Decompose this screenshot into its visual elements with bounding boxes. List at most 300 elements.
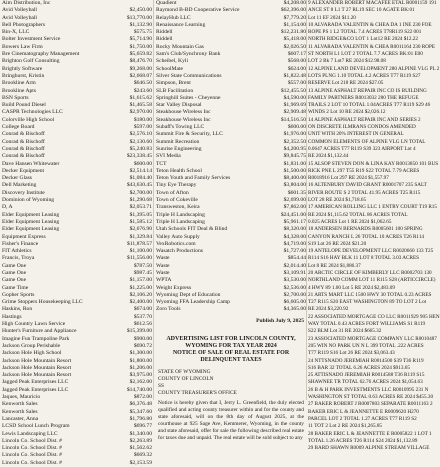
- notice-title-line: DELINQUENT TAXES: [200, 357, 262, 364]
- vendor-name: Discovery Institute: [2, 189, 45, 196]
- payment-amount: $14,740.00: [126, 386, 152, 393]
- vendor-row: [2, 139, 152, 146]
- payment-amount: $3,975.00: [129, 372, 152, 379]
- delinquent-tax-list-column: [308, 0, 440, 452]
- tax-listing-line: 23 ASSOCIATED MORTGAGE COMPANY LLC R0010487: [308, 335, 437, 342]
- vendor-row: [2, 204, 152, 211]
- payment-amount: $1,154.00: [283, 21, 306, 28]
- tax-listing-line: 29 BARD SHAWN R0009 ALPINE STREAM VILLAGE: [308, 445, 430, 452]
- vendor-name: Wasatch Productions: [156, 248, 203, 255]
- vendor-name: Tiny Eye Therapy: [156, 182, 197, 189]
- vendor-row: [156, 204, 306, 211]
- tax-listing-line: 19 ANTELOPE DEVELOPMENT LLC R0020660 133 T25: [308, 248, 434, 255]
- tax-listing-line: 28 BAKER ERIC L & JEANNETTE E R0005822 1 LOT 1: [308, 430, 432, 437]
- vendor-name: D, A: [2, 204, 13, 211]
- tax-listing-line: UNIT WITH 20% INTEREST IN GENERAL: [308, 131, 404, 138]
- payment-amount: $696.77: [133, 423, 152, 430]
- tax-listing-line: S16 BAR 32 TOTAL 6.26 ACRES 2024 $913.65: [308, 364, 410, 371]
- payment-amount: $690.72: [133, 342, 152, 349]
- payment-amount: $2,053.71: [129, 204, 152, 211]
- vendor-name: Build Pound Diesel: [2, 102, 46, 109]
- vendor-name: Lincoln Co. School Dist. #: [2, 452, 62, 459]
- vendor-name: Bolter Investment Service: [2, 36, 61, 43]
- vendor-name: Valley Auto Supply: [156, 233, 200, 240]
- column-divider: [153, 0, 154, 400]
- vendor-row: [2, 88, 152, 95]
- vendor-name: Silver State Communications: [156, 72, 222, 79]
- vendor-row: [2, 387, 152, 394]
- vendor-name: Steakhouse Wireless Inc: [156, 116, 211, 123]
- vendor-row: [2, 7, 152, 14]
- vendor-name: Hunter's Furniture and Appliance: [2, 328, 77, 335]
- payment-amount: $5,714.90: [129, 36, 152, 43]
- payment-amount: $2,450.00: [129, 7, 152, 14]
- vendor-name: Francis, Troya: [2, 255, 35, 262]
- vendor-name: Lancaster, Anna: [2, 415, 39, 422]
- payment-amount: $2,514.14: [129, 167, 152, 174]
- tax-listing-line: 13 ALPINE ASPHALT REPAIR INC CO IS BUILDING: [308, 87, 427, 94]
- vendor-name: Game Time: [2, 284, 29, 291]
- tax-listing-line: LOTS PLNG 1.10 TOTAL 4.2 ACRES T77 R119 S27: [308, 72, 421, 79]
- tax-listing-line: TOTAL 1.26 ACRES T26 R114 S24 2024 $1,132.89: [308, 437, 418, 444]
- payment-amount: $4,200.95: [283, 145, 306, 152]
- payment-amount: $3,804.00: [283, 182, 306, 189]
- vendor-row: [2, 285, 152, 292]
- vendor-name: Scheibel, Kyli: [156, 58, 189, 65]
- payment-amount: $612.56: [133, 321, 152, 328]
- vendor-row: [2, 314, 152, 321]
- payment-amount: $43,630.45: [126, 182, 152, 189]
- payment-amount: $2,700.00: [283, 291, 306, 298]
- vendor-name: Jackson Hole Mountain Resort: [2, 357, 72, 364]
- vendor-name: Brookline Apts: [2, 87, 37, 94]
- tax-listing-line: 16 ALTENBURY DAVID GRANT R0001707 235 SALT: [308, 182, 427, 189]
- vendor-row: [2, 409, 152, 416]
- vendor-name: Jackson Group Perishable: [2, 342, 61, 349]
- vendor-name: Lincoln Co. School Dist. #: [2, 459, 62, 466]
- notice-ss: SS: [158, 382, 164, 389]
- tax-listing-line: RE 2024 $1,115.62 TOTAL 86 ACRES TOTAL: [308, 211, 408, 218]
- payment-amount: $601.35: [287, 189, 306, 196]
- vendor-name: Star Valley Disposal: [156, 102, 202, 109]
- vendor-row: [2, 423, 152, 430]
- payment-amount: $15,399.00: [126, 328, 152, 335]
- vendor-row: [2, 234, 152, 241]
- vendor-name: Summit Recreation: [156, 138, 200, 145]
- payment-amount: $872.00: [133, 394, 152, 401]
- payment-amount: $2,026.50: [283, 43, 306, 50]
- payment-amount: $557.00: [287, 80, 306, 87]
- tax-listing-line: 24 NTTSNADO JEREMIAH R0014500 S39 T36 R119: [308, 357, 424, 364]
- vendor-row: [156, 161, 306, 168]
- vendor-name: Jagged Peak Enterprises LLC: [2, 379, 69, 386]
- vendor-name: RelayHub LLC: [156, 14, 191, 21]
- tax-listing-line: WAY TOTAL 0.43 ACRES FORT WILLIAMS S1 R119: [308, 321, 426, 328]
- vendor-row: [2, 58, 152, 65]
- payment-amount: $4,590.00: [283, 94, 306, 101]
- vendor-name: Teton Health School: [156, 167, 202, 174]
- payment-amount: $1,084.40: [129, 175, 152, 182]
- payment-amount: $180.00: [133, 116, 152, 123]
- vendor-name: Game One: [2, 277, 27, 284]
- tax-listing-line: 21 ARTS MART LLC 1500 HWY 30 TOTAL 0.23 ACRES: [308, 291, 432, 298]
- tax-listing-line: BAKER ERIC L & JEANNETTE E R0009620 H270: [308, 408, 419, 415]
- payment-amount: $9,845.75: [283, 153, 306, 160]
- tax-listing-line: 25 ATTISNADO JEREMIAH R0014588 T36 R119 S15: [308, 372, 425, 379]
- tax-listing-line: 27 BAKER ROBERT J R0007803 SEPARATE R0011163 2: [308, 401, 433, 408]
- vendor-name: Simpson, Brent: [156, 80, 191, 87]
- tax-listing-line: 18 ANDERSEN BERNARDS R0005601 100 SPRING: [308, 226, 423, 233]
- publish-date: Publish July 9, 2025: [256, 317, 304, 324]
- vendor-row: [156, 182, 306, 189]
- tax-sale-notice: [156, 336, 306, 442]
- payment-amount: $2,153.59: [129, 459, 152, 466]
- vendor-name: High Country Lawn Service: [2, 321, 66, 328]
- vendor-name: Zoro Tools: [156, 306, 181, 313]
- payment-amount: $575.75: [133, 29, 152, 36]
- vendor-row: [156, 7, 306, 14]
- tax-listing-line: T77 R119 S16 Lot 26 RE 2024 $3,063.43: [308, 350, 395, 357]
- vendor-row: [156, 285, 306, 292]
- vendor-row: [2, 438, 152, 445]
- vendor-row: [2, 452, 152, 459]
- payment-amount: $597.00: [133, 124, 152, 131]
- vendor-name: Riddell: [156, 36, 173, 43]
- tax-listing-line: RICK PNE L 297 T55 R19 S22 TOTAL 7.79 ACRES: [308, 167, 420, 174]
- tax-listing-line: 20 ARCTIC CIRCLE OF KIMBERLY LLC R0002703 130: [308, 269, 432, 276]
- vendor-row: [2, 226, 152, 233]
- tax-listing-line: 0.025 ACRES Lot 1 RE 2024 $1,062.65: [308, 218, 392, 225]
- tax-listing-line: ON DISCRETE ILMRANS CONDOS AMENDED: [308, 124, 416, 131]
- tax-listing-line: RE 2024 $1,132.44: [308, 153, 349, 160]
- vendor-name: Fisher's Finance: [2, 240, 39, 247]
- payment-amount: $2,576.10: [129, 131, 152, 138]
- vendor-row: [2, 131, 152, 138]
- payment-amount: $2,162.00: [129, 379, 152, 386]
- vendor-name: Triple H Landscaping: [156, 218, 205, 225]
- payment-amount: $2,263.89: [129, 437, 152, 444]
- vendor-row: [2, 153, 152, 160]
- vendor-name: Jaques, Mauricio: [2, 394, 41, 401]
- vendor-row: [2, 328, 152, 335]
- vendor-name: Sunrise Engineering: [156, 145, 202, 152]
- vendor-row: [2, 306, 152, 313]
- vendor-name: Hastings: [2, 313, 22, 320]
- vendor-name: Raymond B-BD Cooperative Service: [156, 7, 240, 14]
- notice-title-line: ADVERTISING LIST FOR LINCOLN COUNTY,: [166, 335, 296, 342]
- vendor-name: WPTA: [156, 277, 172, 284]
- tax-listing-line: 14 ALPINE ASPHALT REPAIR INC AND SERIES 2: [308, 116, 421, 123]
- payment-amount: $1,800.00: [129, 357, 152, 364]
- tax-listing-line: Lot 8 RE 2024 $1,886.37: [308, 262, 361, 269]
- vendor-name: Grime Stoppers Housekeeping LLC: [2, 299, 83, 306]
- tax-listing-line: PARCEL LOT 2 TOTAL 1.27 ACRES T77 R119 S2: [308, 415, 417, 422]
- vendor-name: Rocky Mountain Gas: [156, 43, 204, 50]
- vendor-row: [2, 263, 152, 270]
- tax-listing-line: S22 BLM Lot 31 RE 2024 $665.32: [308, 328, 382, 335]
- payment-amount: $2,106.20: [129, 291, 152, 298]
- payment-amount: $2,676.90: [129, 226, 152, 233]
- payment-amount: $5,240.83: [129, 145, 152, 152]
- vendor-row: [2, 350, 152, 357]
- vendor-name: Brighton Golf Consulting: [2, 58, 60, 65]
- vendor-row: [156, 51, 306, 58]
- payment-amount: $1,300.00: [129, 350, 152, 357]
- vendor-row: [2, 117, 152, 124]
- vendor-name: Triple H Landscaping: [156, 211, 205, 218]
- vendor-name: Bre Cinematography Management: [2, 51, 80, 58]
- payment-amount: $600.00: [287, 124, 306, 131]
- payment-amount: $568.00: [287, 58, 306, 65]
- vendor-row: [156, 306, 306, 313]
- vendor-row: [2, 336, 152, 343]
- vendor-row: [2, 255, 152, 262]
- payment-amount: $1,750.00: [129, 43, 152, 50]
- payment-amount: $23,338.45: [126, 153, 152, 160]
- vendor-name: Equipment Express: [2, 233, 46, 240]
- payment-amount: $900.00: [133, 335, 152, 342]
- vendor-name: SchoolMate: [156, 65, 184, 72]
- payment-amount: $5,659.82: [129, 51, 152, 58]
- payment-amount: $624.00: [287, 65, 306, 72]
- vendor-name: Teton Youth and Family Services: [156, 175, 231, 182]
- vendor-name: Kenworth Sales: [2, 401, 38, 408]
- vendor-row: [2, 44, 152, 51]
- vendor-name: LCSD School Lunch Program: [2, 423, 70, 430]
- vendor-name: Aim Distribution, Inc: [2, 0, 51, 6]
- payment-amount: $607.17: [287, 51, 306, 58]
- notice-office: COUNTY TREASURER'S OFFICE: [158, 389, 237, 396]
- vendor-name: Summit Fire & Security, LLC: [156, 131, 223, 138]
- vendor-name: Lewis Landscaping LLC: [2, 430, 58, 437]
- vendor-name: Town of Cokeville: [156, 197, 198, 204]
- vendor-row: [156, 263, 306, 270]
- vendor-row: [156, 36, 306, 43]
- payment-amount: $11,878.57: [127, 240, 152, 247]
- payment-amount: $9,268.00: [129, 65, 152, 72]
- tax-listing-line: FAMILY PARTNERS R0013032 280 THE REFUGE: [308, 94, 419, 101]
- vendor-row: [2, 15, 152, 22]
- tax-listing-line: 0.0647 ACRES T77 R119 S39 323 AIRPORT Lot 4: [308, 145, 416, 152]
- tax-listing-line: ROPE PS 1 L2 TOTAL 7.4 ACRES T78R119 S22 001: [308, 29, 422, 36]
- tax-listing-line: S19 Lot 26 RE 2024 $21.20: [308, 240, 367, 247]
- tax-listing-line: RE 2024 $3,220.92: [308, 306, 349, 313]
- payment-amount: $1,340.00: [129, 430, 152, 437]
- payment-amount: $2,909.48: [283, 109, 306, 116]
- vendor-list-column-1: [2, 0, 152, 466]
- vendor-name: Decker Glass: [2, 175, 32, 182]
- vendor-name: Weight Express: [156, 284, 192, 291]
- payment-amount: $24,451.00: [280, 211, 306, 218]
- vendor-row: [2, 22, 152, 29]
- vendor-name: Wyoming FFA Leadership Camp: [156, 299, 230, 306]
- vendor-name: Town of Afton: [156, 189, 189, 196]
- tax-listing-line: NORTH RIDGE&CO LOT 1 Lot12 RE 2024 $12.22: [308, 36, 418, 43]
- vendor-name: BSN Sports: [2, 94, 29, 101]
- tax-listing-line: 10 ALVARADA VALENTIN & CHEA DA 1 INE 230 FOE: [308, 21, 432, 28]
- payment-amount: $62,396.00: [280, 7, 306, 14]
- vendor-name: Transweston, Keira: [156, 204, 200, 211]
- payment-amount: $1,615.62: [129, 94, 152, 101]
- payment-amount: $4,719.00: [283, 240, 306, 247]
- payment-amount: $6,376.48: [129, 401, 152, 408]
- vendor-row: [156, 88, 306, 95]
- tax-listing-line: 15 ALSOP STEVEN DON & LINA KAY R0013850 101 BUS: [308, 160, 439, 167]
- vendor-row: [2, 212, 152, 219]
- payment-amount: $12,455.50: [280, 87, 306, 94]
- payment-amount: $1,822.48: [283, 72, 306, 79]
- vendor-name: Colorville High School: [2, 116, 55, 123]
- payment-amount: $1,290.68: [129, 197, 152, 204]
- payment-amount: $1,831.00: [283, 160, 306, 167]
- vendor-name: Springhill Suites - Cheyenne: [156, 94, 221, 101]
- tax-listing-line: WINDS 2 Lot 10 RE 2024 $2,026.12: [308, 109, 386, 116]
- vendor-row: [2, 277, 152, 284]
- payment-amount: $8,476.70: [129, 58, 152, 65]
- payment-amount: $3,530.00: [283, 277, 306, 284]
- tax-listing-line: 4 HWY 89 1.00 Lot 5 RE 2024 $2,483.09: [308, 284, 395, 291]
- vendor-name: Imagine Fun Trampoline Park: [2, 335, 70, 342]
- vendor-row: [156, 73, 306, 80]
- tax-listing-line: R114 S16 HAY BLK 11 LOT 8 TOTAL 3.03 ACRES: [308, 255, 420, 262]
- vendor-name: Sam's Club/Synchrony Bank: [156, 51, 221, 58]
- payment-amount: $8,400.00: [283, 175, 306, 182]
- payment-amount: $1,157.00: [129, 277, 152, 284]
- vendor-row: [156, 80, 306, 87]
- payment-amount: $1,100.00: [129, 248, 152, 255]
- notice-state: STATE OF WYOMING: [158, 368, 211, 375]
- vendor-row: [156, 248, 306, 255]
- payment-amount: $1,969.69: [283, 102, 306, 109]
- vendor-name: Game One: [2, 262, 27, 269]
- payment-amount: $14,516.50: [280, 116, 306, 123]
- vendor-row: [156, 131, 306, 138]
- payment-amount: $2,014.40: [283, 262, 306, 269]
- vendor-name: Steakhouse Wireless Inc: [156, 109, 211, 116]
- payment-amount: $2,700.00: [129, 189, 152, 196]
- payment-amount: $7,779.20: [283, 14, 306, 21]
- vendor-row: [156, 15, 306, 22]
- vendor-row: [2, 460, 152, 467]
- tax-listing-line: TRAILS 2 LOT 10 TOTAL 1.04ACRES T77 R119 S29 46: [308, 102, 431, 109]
- payment-amount: $2,130.60: [129, 138, 152, 145]
- vendor-row: [156, 66, 306, 73]
- vendor-row: [2, 401, 152, 408]
- payment-amount: $537.70: [133, 313, 152, 320]
- vendor-name: FIT Athletics: [2, 248, 32, 255]
- tax-listing-line: 12 ALPINE LAND DEVELOPMENT 280 ALPINE VLG PL 2: [308, 65, 440, 72]
- payment-amount: $1,727.00: [283, 248, 306, 255]
- vendor-name: Dominion of Wyoming: [2, 197, 55, 204]
- payment-amount: $5,418.00: [283, 36, 306, 43]
- vendor-name: Haskins, Ron: [2, 306, 33, 313]
- payment-amount: $1,395.05: [129, 211, 152, 218]
- tax-listing-line: ANCE ST 8 L1 T 27 RL19 SEC 10 AGATE BK:01: [308, 7, 415, 14]
- vendor-name: Jackson Hole Mountain Resort: [2, 372, 72, 379]
- vendor-name: Quadient: [156, 0, 177, 6]
- vendor-row: [2, 358, 152, 365]
- vendor-row: [156, 277, 306, 284]
- vendor-name: Game One: [2, 269, 27, 276]
- payment-amount: $4,328.00: [283, 233, 306, 240]
- vendor-name: Conrad & Bischoff: [2, 145, 45, 152]
- payment-amount: $1,976.00: [283, 131, 306, 138]
- notice-body: Notice is hereby given that I, Jerry L. Greenfield, the duly elected qualified and acting county treasurer within and for the county and state aforesaid, will on the 8th day of August 2025, at the courthouse at 925 Sage Ave, Kemmerer, Wyoming, in the county and state aforesaid, offer for sale the following described real estate for taxes due and unpaid. The real estate will be sold subject to any: [158, 399, 304, 441]
- vendor-name: Elder Equipment Leasing: [2, 218, 60, 225]
- tax-listing-line: 22 ASSOCIATED MORTGAGE CO LLC R0011929 905 HEN: [308, 313, 440, 320]
- vendor-row: [156, 109, 306, 116]
- vendor-row: [2, 416, 152, 423]
- vendor-row: [2, 190, 152, 197]
- vendor-row: [156, 190, 306, 197]
- payment-amount: $669.32: [133, 452, 152, 459]
- vendor-name: Utah Schools FIT Deal & Blind: [156, 226, 228, 233]
- payment-amount: $243.60: [133, 87, 152, 94]
- vendor-list-column-2: [156, 0, 306, 441]
- tax-listing-line: SHAWNEE TR TOTAL 62.76 ACRES 2024 $1,054.63: [308, 379, 423, 386]
- vendor-row: [2, 299, 152, 306]
- vendor-name: Lincoln Co. School Dist. #: [2, 445, 62, 452]
- payment-amount: $1,206.00: [129, 364, 152, 371]
- vendor-name: Brookline Arm: [2, 80, 36, 87]
- vendor-row: [156, 117, 306, 124]
- vendor-name: Elder Equipment Leasing: [2, 211, 60, 218]
- vendor-row: [156, 139, 306, 146]
- payment-amount: $1,465.58: [129, 102, 152, 109]
- notice-county: COUNTY OF LINCOLN: [158, 375, 214, 382]
- payment-amount: $11,556.00: [127, 255, 152, 262]
- tax-listing-line: LOT 28 RE 2024 $1,718.65: [308, 197, 367, 204]
- vendor-name: VexRobotics.com: [156, 240, 196, 247]
- vendor-name: Waste: [156, 255, 170, 262]
- vendor-name: Bringhurst, Kristin: [2, 72, 45, 79]
- tax-listing-line: LOT 2 Bk 7 Lot7 RE 2024 $12.98.08: [308, 58, 386, 65]
- vendor-name: TCT: [156, 160, 167, 167]
- vendor-name: Lincoln Co. School Dist. #: [2, 437, 62, 444]
- vendor-row: [2, 73, 152, 80]
- payment-amount: $5,347.60: [129, 408, 152, 415]
- payment-amount: $12,231.80: [280, 29, 306, 36]
- vendor-row: [2, 109, 152, 116]
- tax-listing-line: WASHINGTON ST TOTAL 0.63 ACRES RE 2024 $455.30: [308, 394, 434, 401]
- tax-listing-line: CANYON RANCH L 26 TOTAL 10 ACRES T26 R114: [308, 233, 425, 240]
- payment-amount: $2,699.00: [283, 197, 306, 204]
- tax-listing-line: RESERVE Lot 218 RE 2024 $27.05: [308, 80, 384, 87]
- vendor-name: Renaissance Learning: [156, 21, 206, 28]
- tax-listing-line: 26 B & H PARK INVESTMENTS LLC R0010995 231 N: [308, 386, 429, 393]
- tax-listing-line: T27 R115 S20 EAST WASHINGTON 89 TO LOT 2 Lot: [308, 299, 427, 306]
- vendor-name: Dell Marketing: [2, 182, 37, 189]
- vendor-name: Bin-X, LLC: [2, 29, 30, 36]
- tax-listing-line: RIVER ROUTE S 2 TOTAL 41.95 ACRES T25 R115: [308, 189, 421, 196]
- vendor-row: [156, 44, 306, 51]
- payment-amount: $8,320.00: [283, 226, 306, 233]
- payment-amount: $1,132.90: [129, 21, 152, 28]
- notice-title-line: NOTICE OF SALE OF REAL ESTATE FOR: [172, 350, 290, 357]
- vendor-name: Conrad & Bischoff: [2, 131, 45, 138]
- vendor-row: [156, 255, 306, 262]
- vendor-name: SVI Media: [156, 153, 181, 160]
- payment-amount: $2,400.00: [129, 299, 152, 306]
- payment-amount: $674.00: [133, 306, 152, 313]
- payment-amount: $4,365.00: [283, 306, 306, 313]
- payment-amount: $13,770.00: [126, 14, 152, 21]
- payment-amount: $854.44: [287, 255, 306, 262]
- vendor-name: Brightly Software: [2, 65, 43, 72]
- vendor-name: Conrad & Bischoff: [2, 153, 45, 160]
- vendor-name: Wyoming Dept of Education: [156, 291, 221, 298]
- vendor-name: Subaff's Towing LLC: [156, 124, 205, 131]
